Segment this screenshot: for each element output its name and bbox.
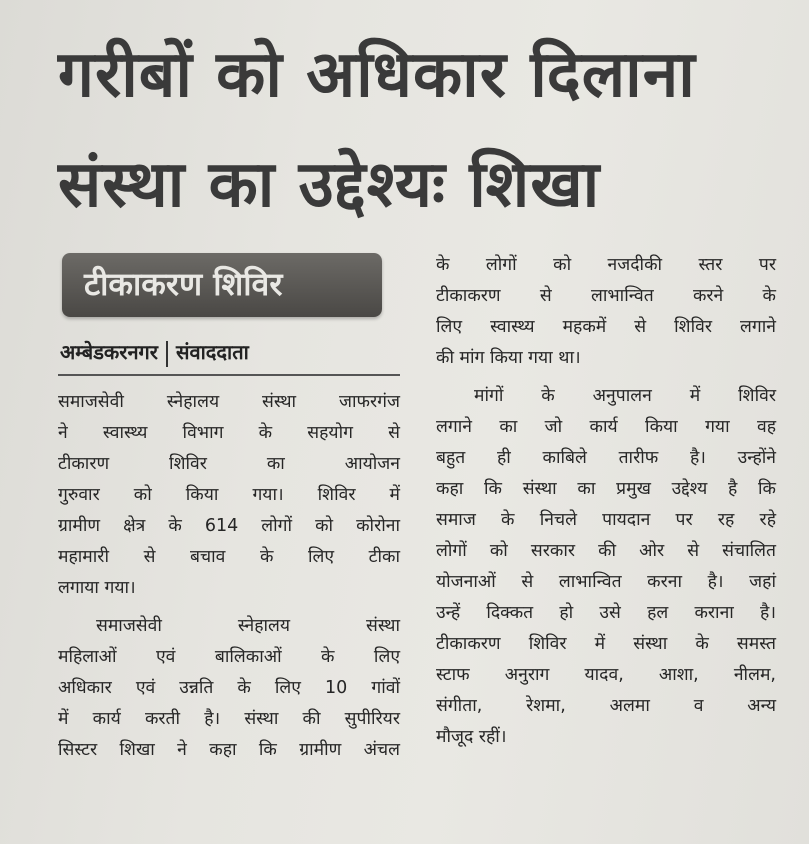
text-line: बहुत ही काबिले तारीफ है। उन्होंने — [436, 448, 776, 468]
text-line: टीकाकरण शिविर में संस्था के समस्त — [436, 634, 776, 654]
text-line: लिए स्वास्थ्य महकमें से शिविर लगाने — [436, 317, 776, 337]
text-line: लोगों को सरकार की ओर से संचालित — [436, 541, 776, 561]
text-line: की मांग किया गया था। — [436, 348, 581, 368]
byline-separator — [166, 341, 168, 367]
text-line: समाज के निचले पायदान पर रह रहे — [436, 510, 776, 530]
text-line: योजनाओं से लाभान्वित करना है। जहां — [436, 572, 776, 592]
text-line: ग्रामीण क्षेत्र के 614 लोगों को कोरोना — [58, 516, 400, 536]
text-line: लगाने का जो कार्य किया गया वह — [436, 417, 776, 437]
right-column — [436, 250, 776, 753]
text-line: स्टाफ अनुराग यादव, आशा, नीलम, — [436, 665, 776, 685]
text-line: सिस्टर शिखा ने कहा कि ग्रामीण अंचल — [58, 740, 400, 760]
text-line: लगाया गया। — [58, 578, 136, 598]
left-column — [58, 387, 400, 766]
text-line: समाजसेवी स्नेहालय संस्था जाफरगंज — [58, 392, 400, 412]
paragraph-gap — [58, 604, 400, 611]
text-line: गुरुवार को किया गया। शिविर में — [58, 485, 400, 505]
text-line: मौजूद रहीं। — [436, 727, 507, 747]
text-line: अधिकार एवं उन्नति के लिए 10 गांवों — [58, 678, 400, 698]
text-line: उन्हें दिक्कत हो उसे हल कराना है। — [436, 603, 776, 623]
byline-rule — [58, 374, 400, 376]
text-line: संगीता, रेशमा, अलमा व अन्य — [436, 696, 776, 716]
text-line: महिलाओं एवं बालिकाओं के लिए — [58, 647, 400, 667]
headline-line-2: संस्था का उद्देश्यः शिखा — [58, 148, 601, 222]
text-line: महामारी से बचाव के लिए टीका — [58, 547, 400, 567]
text-line: मांगों के अनुपालन में शिविर — [474, 386, 776, 406]
text-line: में कार्य करती है। संस्था की सुपीरियर — [58, 709, 400, 729]
byline-location: अम्बेडकरनगर — [60, 340, 158, 364]
byline — [60, 338, 249, 367]
text-line: कहा कि संस्था का प्रमुख उद्देश्य है कि — [436, 479, 776, 499]
text-line: ने स्वास्थ्य विभाग के सहयोग से — [58, 423, 400, 443]
section-tag-label: टीकाकरण शिविर — [84, 265, 283, 303]
text-line: टीकाकरण से लाभान्वित करने के — [436, 286, 776, 306]
text-line: समाजसेवी स्नेहालय संस्था — [96, 616, 400, 636]
paragraph-gap — [436, 374, 776, 381]
section-tag — [62, 253, 382, 317]
byline-reporter: संवाददाता — [175, 340, 249, 364]
text-line: टीकारण शिविर का आयोजन — [58, 454, 400, 474]
headline-line-1: गरीबों को अधिकार दिलाना — [58, 38, 696, 112]
text-line: के लोगों को नजदीकी स्तर पर — [436, 255, 776, 275]
